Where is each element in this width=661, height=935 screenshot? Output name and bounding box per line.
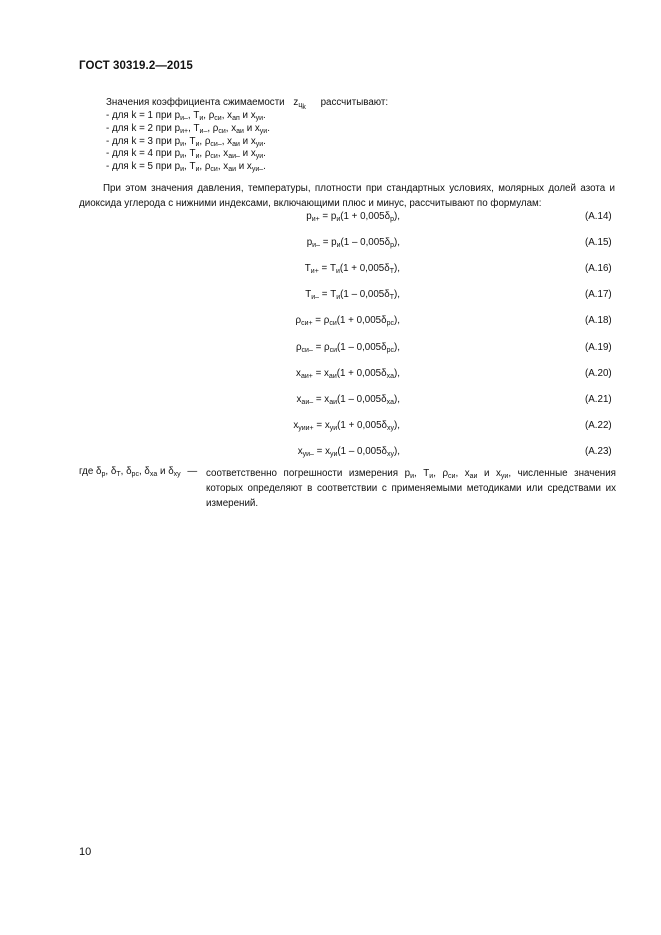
math-symbol: $p_{и-}$ [306,237,320,250]
math-symbol: $x_{уи}$ [250,148,264,161]
math-symbol: $\delta_{рс}$ [381,341,395,354]
math-symbol: $\delta_{xy}$ [381,445,395,458]
math-symbol: $\rho_{си+}$ [295,315,313,328]
math-symbol: $\delta_{рс}$ [381,315,395,328]
where-deltas: $\delta_р$, $\delta_Т$, $\delta_{рс}$, $\delta_{xa}$ и $\delta_{xy}$ [96,466,181,478]
math-symbol: $x_{уии+}$ [293,419,314,432]
case-item: - для k = 2 при $p_{и+}$, $Т_{и-}$, $\rho_{си}$, $x_{аи}$ и $x_{уи}$. [106,122,270,135]
math-symbol: $Т_{и-}$ [305,289,320,302]
equation: $Т_{и+} = Т_и(1 + 0,005\delta_Т)$, [304,263,400,276]
math-symbol: $\delta_{xy}$ [381,419,395,432]
equation-number: (А.18) [585,315,612,327]
math-symbol: $Т_{и+}$ [304,263,319,276]
page-number: 10 [79,846,92,858]
equation: $p_{и+} = p_и(1 + 0,005\delta_р)$, [306,211,400,223]
math-symbol: $x_{уи}$ [325,445,338,458]
math-symbol: $x_{уи}$ [496,468,509,480]
math-symbol: $p_{и-}$ [174,110,188,122]
math-symbol: $x_{уи-}$ [297,445,314,458]
math-symbol: $x_{уи}$ [324,419,338,432]
intro-symbol: $z_{ц_k}$ [293,97,306,111]
math-symbol: $x_{аи-}$ [296,393,314,406]
equation: $x_{уии+} = x_{уи}(1 + 0,005\delta_{xy})$, [293,419,400,432]
math-symbol: $\delta_{xa}$ [144,466,158,478]
math-symbol: $\rho_{си}$ [208,110,222,122]
math-symbol: $p_{и+}$ [174,122,189,135]
math-symbol: $\delta_Т$ [110,466,121,478]
math-symbol: $p_и$ [330,211,341,223]
case-item: - для k = 3 при $p_и$, $Т_и$, $\rho_{си-}$, $x_{аи}$ и $x_{уи}$. [106,135,266,148]
equation-number: (А.14) [585,211,612,222]
math-symbol: $x_{аи-}$ [223,148,240,161]
math-symbol: $\rho_{си-}$ [295,341,313,354]
math-symbol: $x_{ап}$ [227,110,240,122]
case-item: - для k = 1 при $p_{и-}$, $Т_и$, $\rho_{си}$, $x_{ап}$ и $x_{уи}$. [106,110,266,122]
equation-number: (А.23) [585,445,612,457]
math-symbol: $Т_{и-}$ [193,122,208,135]
math-symbol: $x_{аи}$ [464,468,478,480]
math-symbol: $\delta_{рс}$ [126,466,139,478]
math-symbol: $p_и$ [331,237,341,250]
math-symbol: $\rho_{си}$ [442,468,456,480]
math-symbol: $\rho_{си}$ [324,341,338,354]
math-symbol: $Т_и$ [189,148,200,161]
note-paragraph: При этом значения давления, температуры, плотности при стандартных условиях, молярных долей азота и диоксида углерода с нижними индексами, включающими плюс и минус, рассчитывают по формулам: [79,183,615,209]
math-symbol: $\rho_{си}$ [323,315,337,328]
equation: $x_{аи-} = x_{аи}(1 - 0,005\delta_{xa})$, [296,393,400,406]
math-symbol: $\delta_Т$ [384,289,395,302]
math-symbol: $\rho_{си-}$ [204,135,222,148]
document-header: ГОСТ 30319.2—2015 [79,60,193,72]
equation-number: (А.16) [585,263,612,275]
where-lead: где $\delta_р$, $\delta_Т$, $\delta_{рс}$, $\delta_{xa}$ и $\delta_{xy}$ — [79,466,198,478]
math-symbol: $x_{аи+}$ [296,367,313,380]
equation-number: (А.19) [585,341,612,353]
math-symbol: $Т_и$ [330,289,341,302]
math-symbol: $\rho_{си}$ [204,161,218,174]
math-symbol: $\delta_{xa}$ [381,367,395,380]
equation: $Т_{и-} = Т_и(1 - 0,005\delta_Т)$, [305,289,400,302]
where-vars: $p_и$, $Т_и$, $\rho_{си}$, $x_{аи}$ и $x_{уи}$, [404,468,512,480]
math-symbol: $p_{и+}$ [306,211,320,223]
math-symbol: $\delta_{xa}$ [381,393,395,406]
math-symbol: $\rho_{си}$ [204,148,218,161]
math-symbol: $x_{уи-}$ [246,161,264,174]
equation: $\rho_{си+} = \rho_{си}(1 + 0,005\delta_{рс})$, [295,315,400,328]
math-symbol: $\delta_р$ [384,237,395,250]
intro-text: Значения коэффициента сжимаемости [106,97,285,108]
math-symbol: $Т_и$ [193,110,204,122]
math-symbol: $x_{уи}$ [250,135,264,148]
math-symbol: $x_{уи}$ [254,122,268,135]
equation-number: (А.17) [585,289,612,301]
equation-number: (А.15) [585,237,612,249]
intro-line [106,96,388,109]
math-symbol: $\delta_Т$ [384,263,395,276]
case-item: - для k = 5 при $p_и$, $Т_и$, $\rho_{си}$, $x_{аи}$ и $x_{уи-}$. [106,161,266,174]
math-symbol: $Т_и$ [423,468,434,480]
math-symbol: $x_{аи}$ [223,161,236,174]
math-symbol: $\delta_{xy}$ [168,466,181,478]
math-symbol: $x_{уи}$ [250,110,264,122]
math-symbol: $p_и$ [174,148,185,161]
equation: $p_{и-} = p_и(1 - 0,005\delta_р)$, [306,237,400,250]
intro-text-after: рассчитывают: [320,97,389,108]
math-symbol: $x_{аи}$ [324,367,337,380]
math-symbol: $p_и$ [404,468,415,480]
where-explanation: соответственно погрешности измерения $p_и$, $Т_и$, $\rho_{си}$, $x_{аи}$ и $x_{уи}$, численные значения которых определяют в соответствии с применяемыми методиками или средствами их измерений. [206,468,616,509]
equation: $x_{уи-} = x_{уи}(1 - 0,005\delta_{xy})$, [297,445,400,458]
math-symbol: $Т_и$ [189,161,200,174]
math-symbol: $x_{аи}$ [227,135,240,148]
math-symbol: $Т_и$ [329,263,340,276]
math-symbol: $x_{аи}$ [324,393,338,406]
math-symbol: $\rho_{си}$ [212,122,226,135]
equation-number: (А.22) [585,419,612,431]
case-item: - для k = 4 при $p_и$, $Т_и$, $\rho_{си}$, $x_{аи-}$ и $x_{уи}$. [106,148,266,161]
math-symbol: $\delta_р$ [384,211,395,223]
equation: $x_{аи+} = x_{аи}(1 + 0,005\delta_{xa})$, [296,367,400,380]
math-symbol: $Т_и$ [189,135,200,148]
math-symbol: $\delta_р$ [96,466,106,478]
math-symbol: $x_{аи}$ [231,122,244,135]
math-symbol: $p_и$ [174,161,185,174]
equation: $\rho_{си-} = \rho_{си}(1 - 0,005\delta_{рс})$, [295,341,400,354]
equation-number: (А.20) [585,367,612,379]
math-symbol: $p_и$ [174,135,185,148]
equation-number: (А.21) [585,393,612,405]
